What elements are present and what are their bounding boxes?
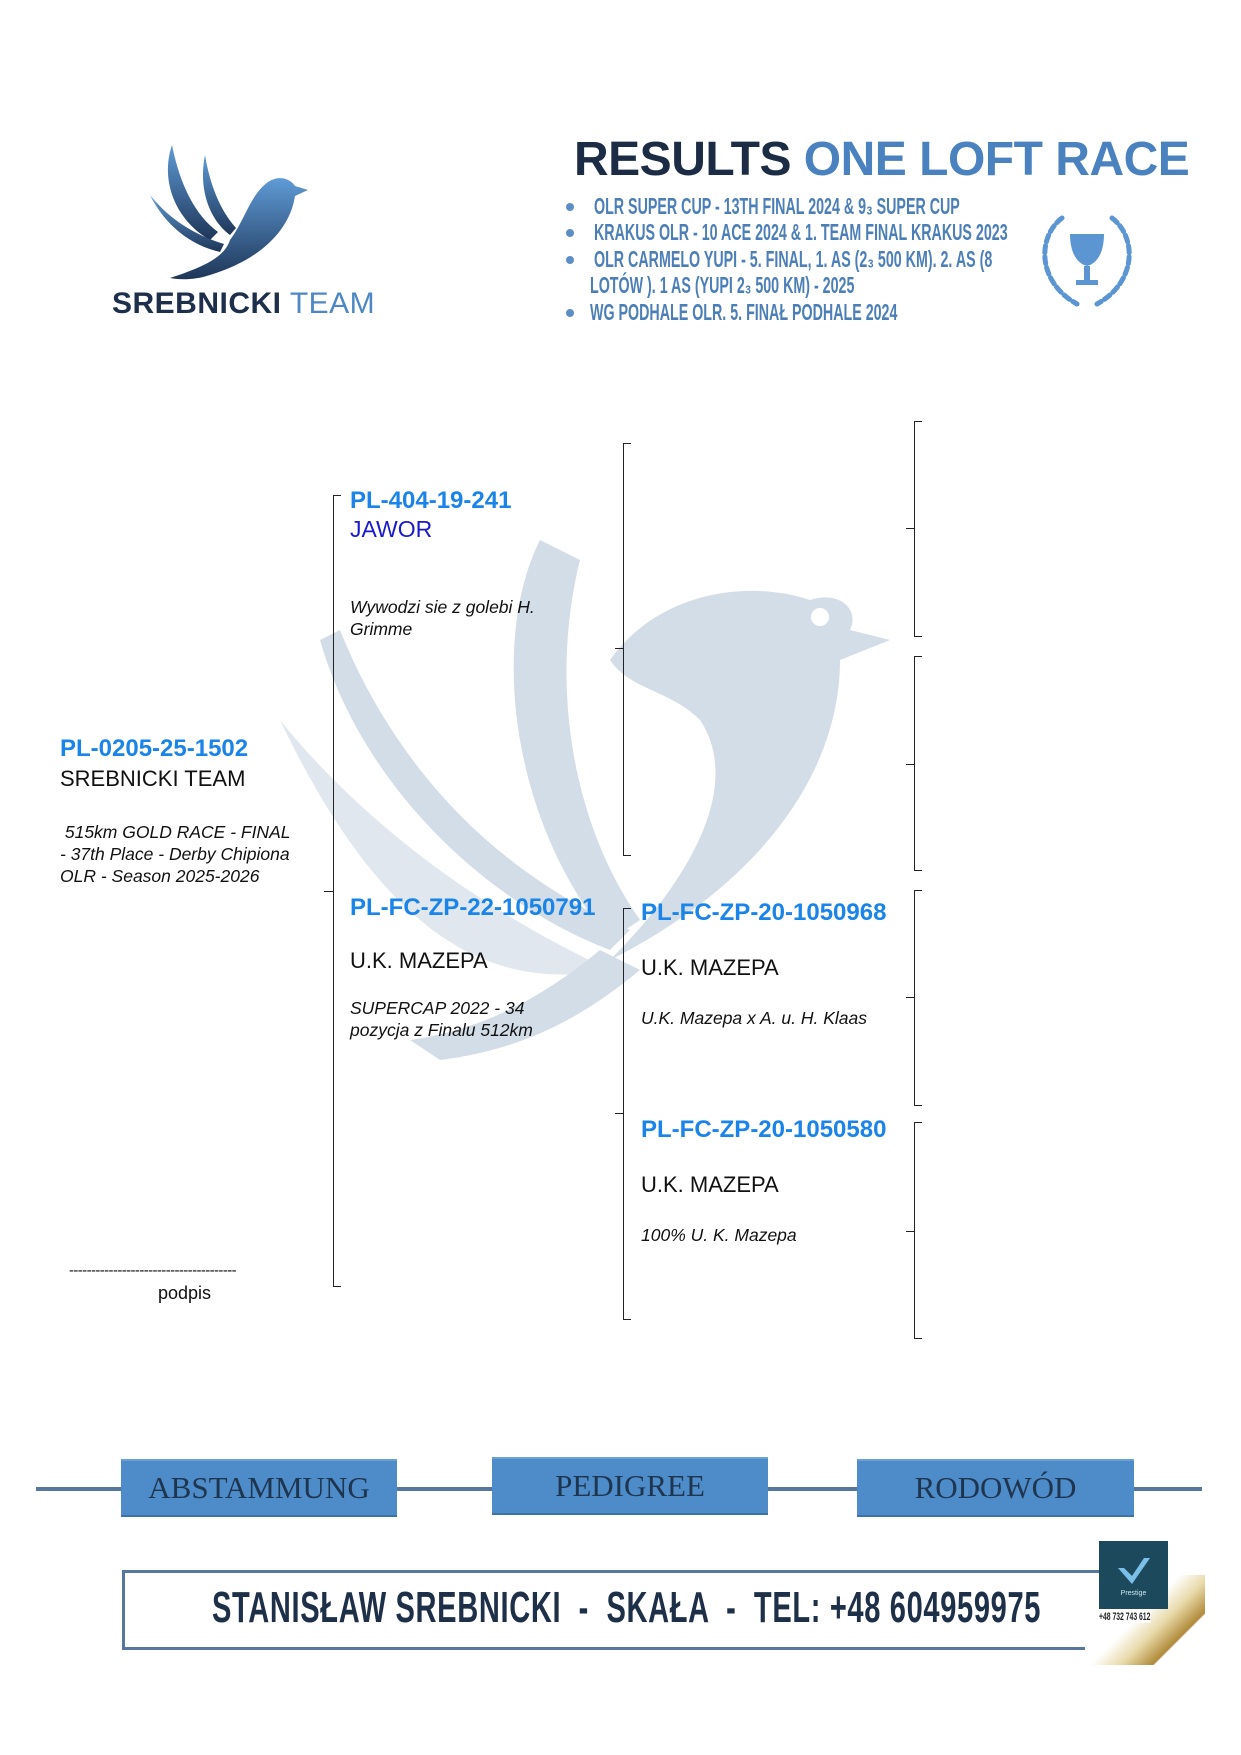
note-line: - 37th Place - Derby Chipiona	[60, 844, 290, 864]
bracket-line	[333, 495, 341, 496]
bracket-line	[333, 495, 334, 1286]
bullet-icon	[566, 256, 574, 264]
bracket-line	[914, 636, 922, 637]
badge-text: Prestige	[1120, 1589, 1147, 1597]
bracket-line	[623, 855, 631, 856]
dam-sire-name: U.K. MAZEPA	[641, 955, 779, 980]
note-line: 515km GOLD RACE - FINAL	[60, 822, 291, 842]
bracket-line	[623, 443, 631, 444]
dove-logo-icon	[150, 140, 310, 285]
logo-text-bold: SREBNICKI	[112, 287, 282, 320]
dam-dam-ring: PL-FC-ZP-20-1050580	[641, 1116, 887, 1143]
note-line: SUPERCAP 2022 - 34	[350, 998, 525, 1018]
dam-sire-bird	[641, 899, 906, 1029]
bracket-line	[914, 421, 922, 422]
signature-line: --------------------------------------	[69, 1262, 237, 1279]
bracket-line	[623, 443, 624, 855]
sire-bird	[350, 487, 610, 640]
bracket-line	[914, 890, 915, 1105]
subject-ring: PL-0205-25-1502	[60, 735, 249, 762]
dam-dam-name: U.K. MAZEPA	[641, 1172, 779, 1197]
bracket-line	[914, 1122, 922, 1123]
bullet-icon	[566, 203, 574, 211]
contact-text: STANISŁAW SREBNICKI - SKAŁA - TEL: +48 604959975	[212, 1583, 1042, 1632]
badge-phone: +48 732 743 612	[1099, 1611, 1151, 1623]
result-item: WG PODHALE OLR. 5. FINAŁ PODHALE 2024	[590, 299, 898, 325]
dam-sire-notes: U.K. Mazepa x A. u. H. Klaas	[641, 1008, 867, 1028]
title-blue: ONE LOFT RACE	[803, 133, 1190, 186]
result-item: OLR SUPER CUP - 13TH FINAL 2024 & 9₃ SUPER CUP	[594, 193, 960, 219]
result-item: KRAKUS OLR - 10 ACE 2024 & 1. TEAM FINAL KRAKUS 2023	[594, 219, 1008, 245]
sire-name: JAWOR	[350, 516, 433, 542]
checkmark-icon	[1114, 1554, 1154, 1590]
bracket-line	[906, 997, 914, 998]
dam-sire-ring: PL-FC-ZP-20-1050968	[641, 899, 887, 926]
tab-pedigree: PEDIGREE	[492, 1457, 768, 1515]
bracket-line	[333, 1286, 341, 1287]
title-dark: RESULTS	[574, 133, 791, 186]
dam-notes	[350, 997, 615, 1041]
bracket-line	[914, 1105, 922, 1106]
sire-notes	[350, 596, 610, 640]
bracket-line	[615, 1113, 623, 1114]
bracket-line	[906, 528, 914, 529]
bullet-icon	[566, 229, 574, 237]
tab-abstammung: ABSTAMMUNG	[121, 1459, 397, 1517]
note-line: OLR - Season 2025-2026	[60, 866, 260, 886]
bracket-line	[906, 764, 914, 765]
trophy-laurel-icon	[1032, 212, 1142, 312]
dam-dam-notes: 100% U. K. Mazepa	[641, 1225, 797, 1245]
bracket-line	[906, 1231, 914, 1232]
bullet-icon	[566, 309, 574, 317]
note-line: Wywodzi sie z golebi H.	[350, 597, 535, 617]
subject-owner: SREBNICKI TEAM	[60, 766, 246, 791]
dam-name: U.K. MAZEPA	[350, 948, 488, 973]
dam-bird	[350, 894, 615, 1041]
logo-text-light: TEAM	[289, 287, 376, 320]
note-line: Grimme	[350, 619, 413, 639]
sire-ring: PL-404-19-241	[350, 487, 512, 514]
logo-text	[112, 287, 375, 321]
tab-rodowod: RODOWÓD	[857, 1459, 1134, 1517]
prestige-badge	[1099, 1541, 1168, 1609]
bracket-line	[914, 870, 922, 871]
signature-label: podpis	[158, 1283, 212, 1303]
bracket-line	[914, 1338, 922, 1339]
bracket-line	[623, 908, 624, 1319]
result-item: OLR CARMELO YUPI - 5. FINAL, 1. AS (2₃ 500 KM). 2. AS (8	[594, 246, 993, 272]
note-line: pozycja z Finalu 512km	[350, 1020, 533, 1040]
bracket-line	[324, 891, 333, 892]
bracket-line	[615, 648, 623, 649]
bracket-line	[914, 1122, 915, 1338]
bracket-line	[914, 890, 922, 891]
bracket-line	[914, 656, 922, 657]
bracket-line	[914, 421, 915, 636]
bracket-line	[623, 908, 631, 909]
result-item: LOTÓW ). 1 AS (YUPI 2₃ 500 KM) - 2025	[590, 272, 855, 298]
bracket-line	[623, 1319, 631, 1320]
subject-bird	[60, 735, 325, 887]
dam-ring: PL-FC-ZP-22-1050791	[350, 894, 596, 921]
bracket-line	[914, 656, 915, 870]
results-title	[574, 132, 1189, 187]
dam-dam-bird	[641, 1116, 906, 1246]
subject-notes	[60, 821, 325, 887]
